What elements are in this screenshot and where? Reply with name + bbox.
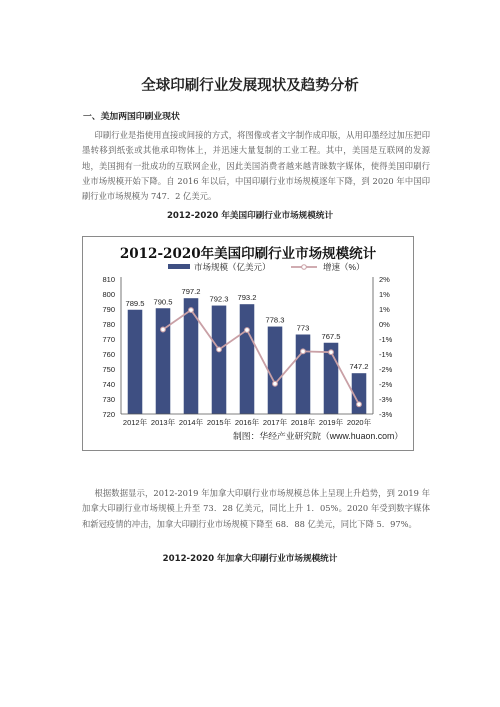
x-axis-tick-label: 2017年 (262, 418, 288, 427)
right-axis-tick-label: -1% (379, 350, 393, 359)
growth-rate-point (329, 350, 334, 355)
bar-data-label: 792.3 (209, 294, 229, 304)
x-axis-tick-label: 2012年 (122, 418, 148, 427)
chart-title: 2012-2020年美国印刷行业市场规模统计 (119, 246, 377, 262)
x-axis-tick-label: 2019年 (318, 418, 344, 427)
x-axis-tick-label: 2020年 (346, 418, 372, 427)
right-axis-tick-label: -1% (379, 335, 393, 344)
legend-bar-swatch (168, 264, 190, 269)
figure-caption-canada: 2012-2020 年加拿大印刷行业市场规模统计 (162, 554, 338, 564)
left-axis-tick-label: 800 (102, 290, 115, 299)
bar-data-label: 790.5 (153, 297, 173, 307)
right-axis-tick-label: 1% (379, 290, 390, 299)
right-axis-tick-label: 1% (379, 305, 390, 314)
chart-svg (83, 237, 413, 450)
right-axis-tick-label: -2% (379, 365, 393, 374)
x-axis-tick-label: 2016年 (234, 418, 260, 427)
bar-2014年 (184, 298, 199, 414)
growth-rate-point (161, 327, 166, 332)
right-axis-tick-label: -3% (379, 395, 393, 404)
bar-data-label: 793.2 (237, 293, 257, 303)
x-axis-tick-label: 2015年 (206, 418, 232, 427)
right-axis-tick-label: -2% (379, 380, 393, 389)
bar-2012年 (128, 310, 143, 414)
left-axis-tick-label: 720 (102, 410, 115, 419)
section-heading: 一、美加两国印刷业现状 (83, 112, 180, 122)
chart-source: 制图：华经产业研究院（www.huaon.com） (233, 431, 404, 441)
bar-2018年 (296, 335, 311, 415)
right-axis-tick-label: -3% (379, 410, 393, 419)
left-axis-tick-label: 750 (102, 365, 115, 374)
left-axis-tick-label: 810 (102, 275, 115, 284)
us-printing-chart (82, 236, 414, 451)
left-axis-tick-label: 790 (102, 305, 115, 314)
legend-line-label: 增速（%） (323, 262, 365, 272)
paragraph-intro: 印刷行业是指使用直接或间接的方式，将图像或者文字制作成印版，从用印墨经过加压把印墨转移到纸张或其他承印物体上，并迅速大量复制的工业工程。其中，美国是互联网的发源地，美国拥有一批成功的互联网企业，因此美国消费者越来越青睐数字媒体，使得美国印刷行业市场规模开始下降。自 2016 年以后，中国印刷行业市场规模逐年下降，到 2020 年中国印刷行业市场规模为 747．2 亿美元。 (82, 130, 430, 202)
growth-rate-point (357, 402, 362, 407)
document-title: 全球印刷行业发展现状及趋势分析 (141, 78, 359, 94)
bar-2015年 (212, 306, 227, 414)
x-axis-tick-label: 2013年 (150, 418, 176, 427)
left-axis-tick-label: 740 (102, 380, 115, 389)
legend-bar-label: 市场规模（亿美元） (194, 262, 271, 272)
bar-2013年 (156, 308, 171, 414)
left-axis-tick-label: 780 (102, 320, 115, 329)
right-axis-tick-label: 2% (379, 275, 390, 284)
bar-2017年 (268, 327, 283, 414)
bar-data-label: 773 (296, 323, 310, 333)
left-axis-tick-label: 760 (102, 350, 115, 359)
growth-rate-point (217, 347, 222, 352)
bar-data-label: 767.5 (321, 331, 341, 341)
bar-2016年 (240, 304, 255, 414)
bar-data-label: 747.2 (349, 362, 369, 372)
paragraph-canada: 根据数据显示，2012-2019 年加拿大印刷行业市场规模总体上呈现上升趋势，到 2019 年加拿大印刷行业市场规模上升至 73．28 亿美元，同比上升 1．05%。2020 年受到数字媒体和新冠疫情的冲击，加拿大印刷行业市场规模下降至 68．88 亿美元，同比下降 5．97%。 (82, 488, 430, 529)
growth-rate-point (273, 381, 278, 386)
right-axis-tick-label: 0% (379, 320, 390, 329)
left-axis-tick-label: 770 (102, 335, 115, 344)
growth-rate-point (301, 349, 306, 354)
bar-data-label: 797.2 (181, 287, 201, 297)
x-axis-tick-label: 2018年 (290, 418, 316, 427)
left-axis-tick-label: 730 (102, 395, 115, 404)
figure-caption-us: 2012-2020 年美国印刷行业市场规模统计 (166, 211, 334, 221)
legend-line-marker (302, 265, 307, 270)
bar-data-label: 789.5 (125, 298, 145, 308)
growth-rate-point (245, 328, 250, 333)
x-axis-tick-label: 2014年 (178, 418, 204, 427)
bar-data-label: 778.3 (265, 315, 285, 325)
growth-rate-point (189, 308, 194, 313)
